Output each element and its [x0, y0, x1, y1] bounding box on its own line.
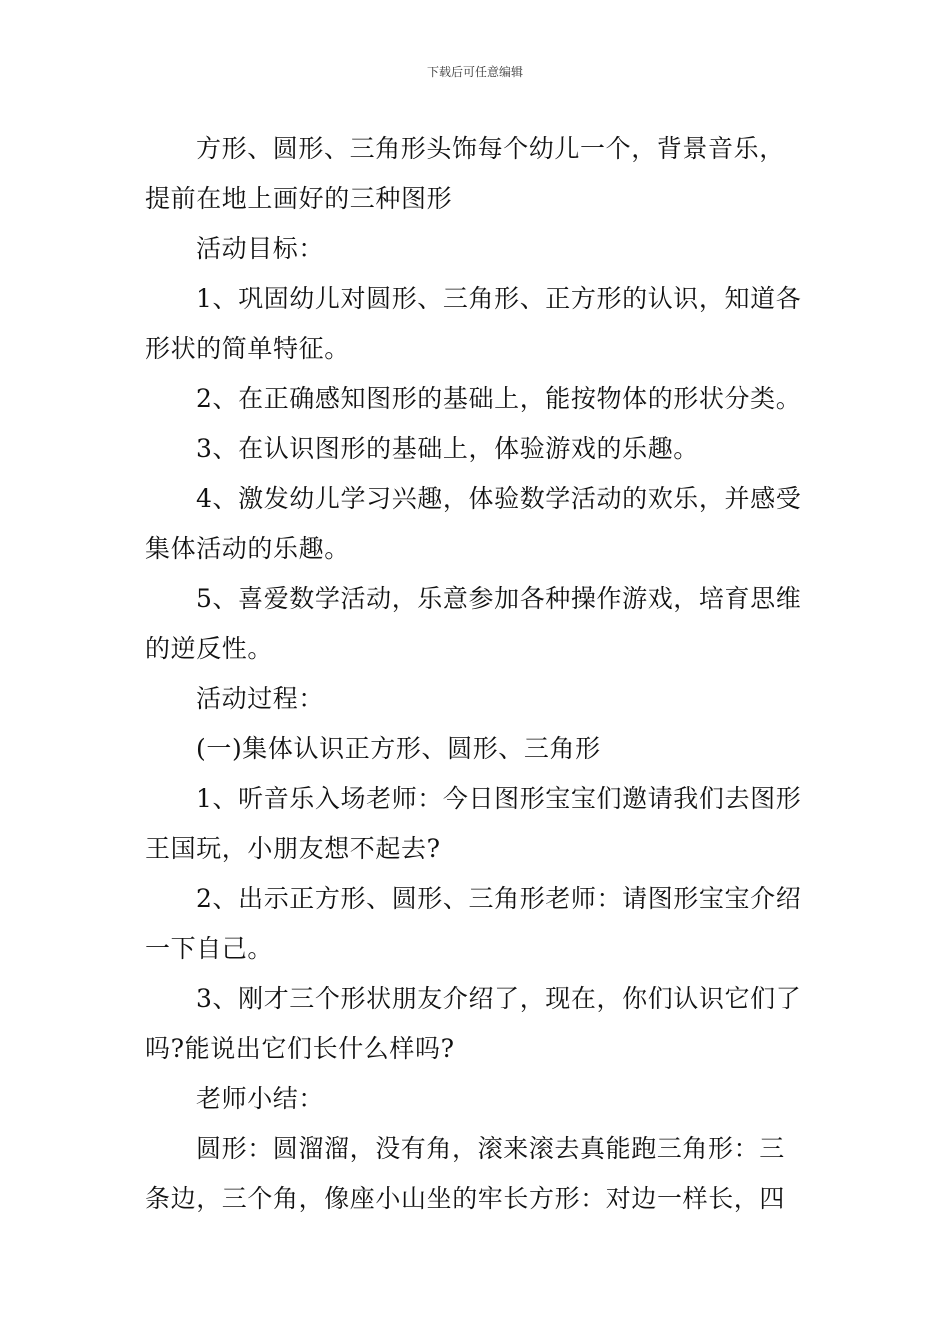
text-line: 5、喜爱数学活动，乐意参加各种操作游戏，培育思维 [196, 584, 802, 613]
section-heading: 活动过程： [196, 684, 325, 713]
text-line: 提前在地上画好的三种图形 [145, 184, 453, 213]
text-line: 2、出示正方形、圆形、三角形老师：请图形宝宝介绍 [196, 884, 802, 913]
text-line: 方形、圆形、三角形头饰每个幼儿一个，背景音乐， [196, 134, 785, 163]
text-line: 圆形：圆溜溜，没有角，滚来滚去真能跑三角形：三 [196, 1134, 785, 1163]
text-line: 1、巩固幼儿对圆形、三角形、正方形的认识，知道各 [196, 284, 802, 313]
text-line: 一下自己。 [145, 934, 274, 963]
text-line: 条边，三个角，像座小山坐的牢长方形：对边一样长，四 [145, 1184, 786, 1213]
text-line: 1、听音乐入场老师：今日图形宝宝们邀请我们去图形 [196, 784, 802, 813]
text-line: 形状的简单特征。 [145, 334, 350, 363]
document-body [145, 124, 807, 1224]
text-line: 的逆反性。 [145, 634, 274, 663]
text-line: 4、激发幼儿学习兴趣，体验数学活动的欢乐，并感受 [196, 484, 802, 513]
page-header-watermark: 下载后可任意编辑 [426, 65, 523, 79]
text-line: 吗?能说出它们长什么样吗? [145, 1034, 455, 1063]
text-line: 集体活动的乐趣。 [145, 534, 350, 563]
text-line: 王国玩，小朋友想不起去? [145, 834, 441, 863]
section-heading: 活动目标： [196, 234, 325, 263]
text-line: 3、刚才三个形状朋友介绍了，现在，你们认识它们了 [196, 984, 802, 1013]
text-line: 2、在正确感知图形的基础上，能按物体的形状分类。 [196, 384, 802, 413]
text-line: 3、在认识图形的基础上，体验游戏的乐趣。 [196, 434, 699, 463]
section-heading: 老师小结： [196, 1084, 325, 1113]
subsection-heading: (一)集体认识正方形、圆形、三角形 [196, 734, 601, 763]
